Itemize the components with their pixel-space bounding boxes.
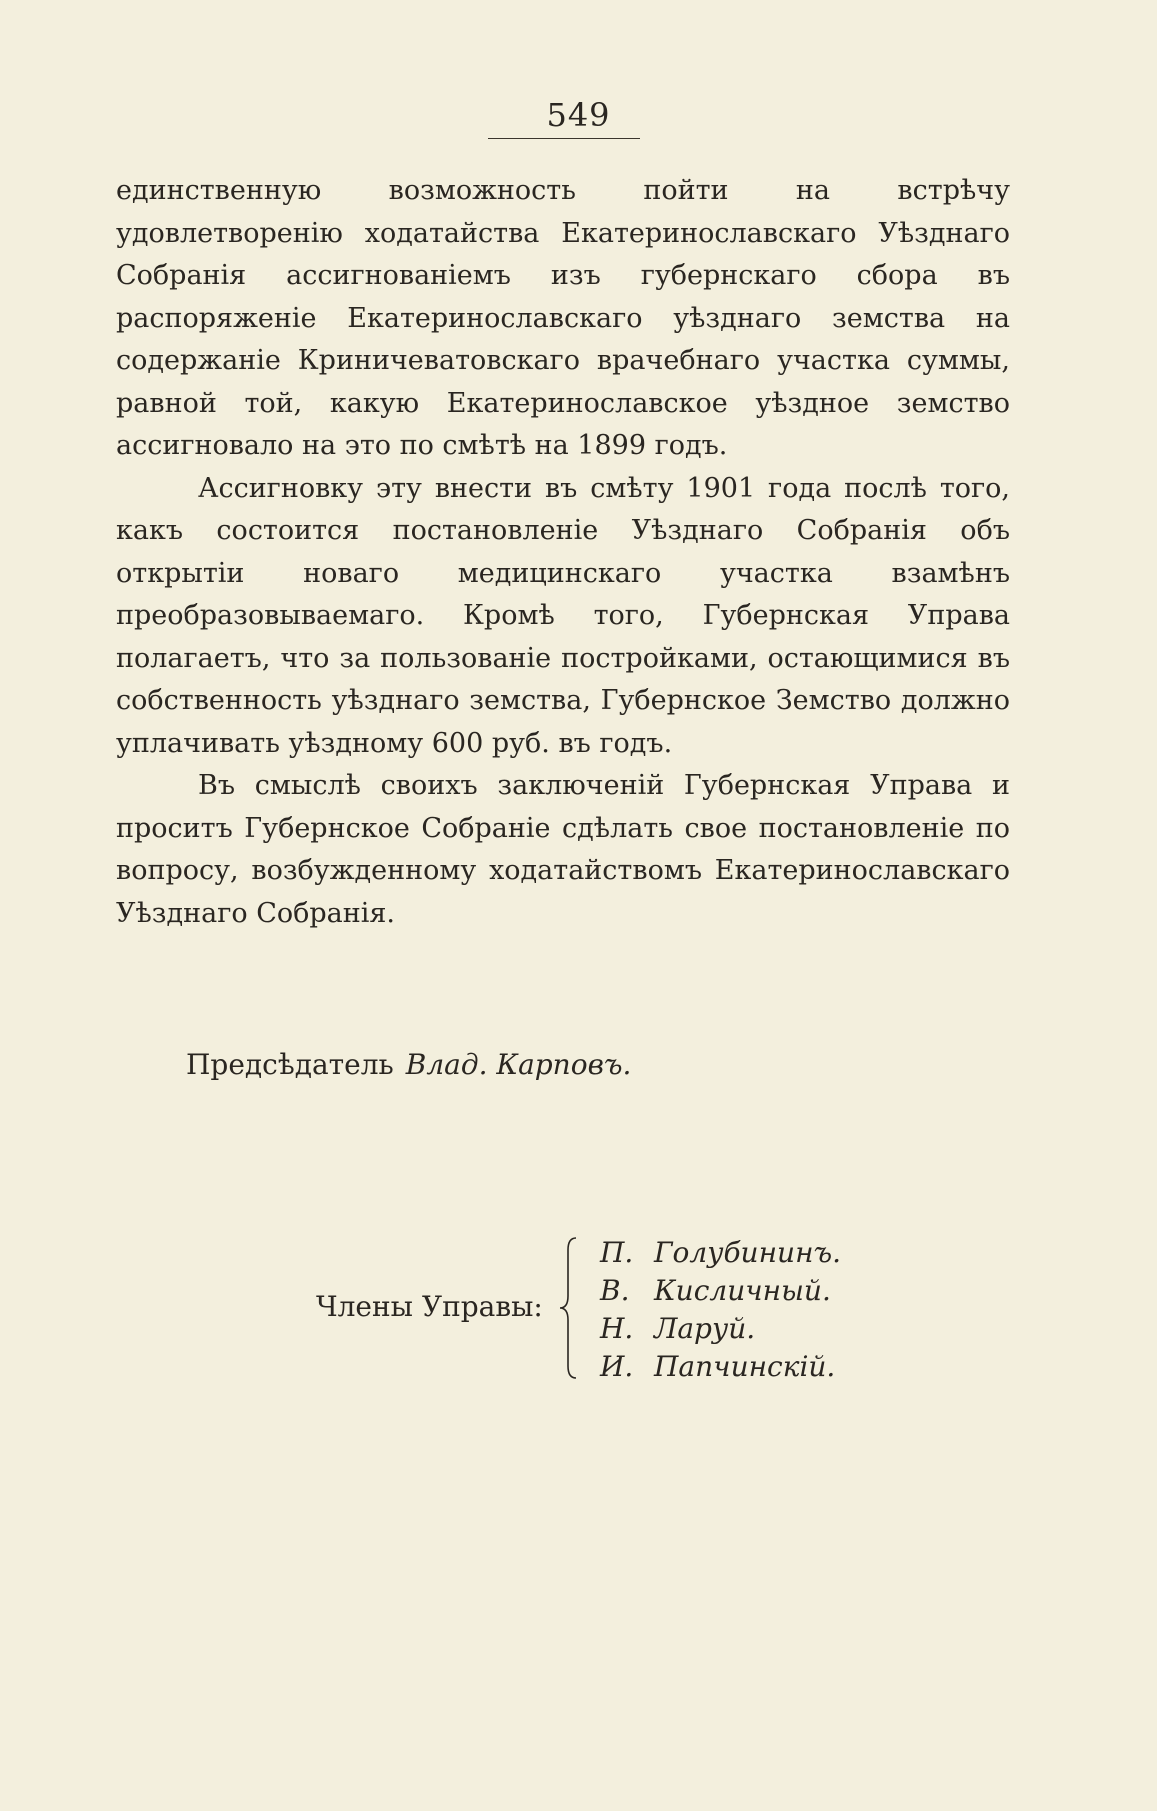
member-initial: И. xyxy=(600,1350,634,1383)
member-entry xyxy=(600,1272,841,1310)
member-entry xyxy=(600,1348,841,1386)
member-surname: Голубининъ. xyxy=(654,1236,842,1269)
member-initial: В. xyxy=(600,1274,630,1307)
member-initial: П. xyxy=(600,1236,634,1269)
member-surname: Ларуй. xyxy=(654,1312,756,1345)
page-number: 549 xyxy=(546,96,611,134)
members-list xyxy=(600,1234,841,1386)
chairman-signature xyxy=(186,1048,631,1081)
chairman-name: Влад. Карповъ. xyxy=(405,1048,632,1081)
paragraph-assignment: Ассигновку эту внести въ смѣту 1901 года послѣ того, какъ состоится постановленіе Уѣзднаго Собранія объ открытіи новаго медицинскаго участка взамѣнъ преобразовываемаго. Кромѣ того, Губернская Управа полагаетъ, что за пользованіе постройками, остающимися въ собственность уѣзднаго земства, Губернское Земство должно уплачивать уѣздному 600 руб. въ годъ. xyxy=(116,472,1010,759)
body-text xyxy=(116,170,1010,935)
member-surname: Кисличный. xyxy=(654,1274,831,1307)
members-label: Члены Управы: xyxy=(316,1290,543,1323)
member-surname: Папчинскій. xyxy=(654,1350,836,1383)
member-entry xyxy=(600,1234,841,1272)
page-number-rule xyxy=(488,138,640,139)
members-brace xyxy=(556,1236,580,1380)
paragraph-conclusion: Въ смыслѣ своихъ заключеній Губернская Управа и проситъ Губернское Собраніе сдѣлать свое постановленіе по вопросу, возбужденному ходатайствомъ Екатеринославскаго Уѣзднаго Собранія. xyxy=(116,770,1010,929)
paragraph-continuation: единственную возможность пойти на встрѣчу удовлетворенію ходатайства Екатеринославскаго Уѣзднаго Собранія ассигнованіемъ изъ губернскаго сбора въ распоряженіе Екатеринославскаго уѣзднаго земства на содержаніе Криничеватовскаго врачебнаго участка суммы, равной той, какую Екатеринославское уѣздное земство ассигновало на это по смѣтѣ на 1899 годъ. xyxy=(116,175,1010,461)
chairman-title: Предсѣдатель xyxy=(186,1048,394,1081)
member-initial: Н. xyxy=(600,1312,634,1345)
member-entry xyxy=(600,1310,841,1348)
